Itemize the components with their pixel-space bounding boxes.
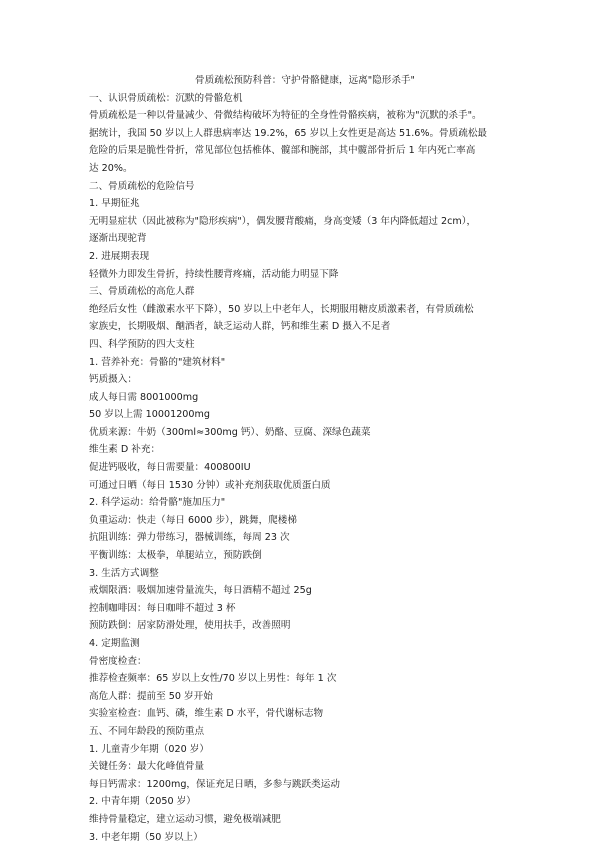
text-line: 平衡训练：太极拳，单腿站立，预防跌倒 (89, 550, 262, 562)
text-line: 逐渐出现驼背 (89, 233, 147, 245)
text-line: 实验室检查：血钙、磷，维生素 D 水平，骨代谢标志物 (89, 708, 324, 720)
document-body (89, 90, 521, 846)
text-line: 骨质疏松是一种以骨量减少、骨微结构破坏为特征的全身性骨骼疾病，被称为"沉默的杀手"。 (89, 110, 482, 122)
text-line: 戒烟限酒：吸烟加速骨量流失，每日酒精不超过 25g (89, 585, 312, 597)
text-line: 三、骨质疏松的高危人群 (89, 286, 195, 298)
text-line: 促进钙吸收，每日需要量：400800IU (89, 462, 251, 474)
text-line: 二、骨质疏松的危险信号 (89, 180, 195, 192)
text-line: 50 岁以上需 10001200mg (89, 409, 210, 421)
text-line: 抗阻训练：弹力带练习，器械训练，每周 23 次 (89, 532, 290, 544)
text-line: 维生素 D 补充： (89, 444, 161, 456)
text-line: 家族史，长期吸烟、酗酒者，缺乏运动人群，钙和维生素 D 摄入不足者 (89, 321, 391, 333)
text-line: 一、认识骨质疏松：沉默的骨骼危机 (89, 92, 243, 104)
text-line: 1. 营养补充：骨骼的"建筑材料" (89, 356, 226, 368)
text-line: 3. 生活方式调整 (89, 567, 159, 579)
text-line: 关键任务：最大化峰值骨量 (89, 761, 205, 773)
text-line: 1. 儿童青少年期（020 岁） (89, 743, 209, 755)
text-line: 1. 早期征兆 (89, 198, 140, 210)
text-line: 每日钙需求：1200mg，保证充足日晒，多参与跳跃类运动 (89, 778, 340, 790)
text-line: 钙质摄入： (89, 374, 137, 386)
text-line: 4. 定期监测 (89, 638, 140, 649)
text-line: 五、不同年龄段的预防重点 (89, 725, 205, 737)
text-line: 可通过日晒（每日 1530 分钟）或补充剂获取优质蛋白质 (89, 479, 331, 491)
text-line: 轻微外力即发生骨折，持续性腰背疼痛，活动能力明显下降 (89, 268, 339, 280)
text-line: 骨密度检查： (89, 655, 147, 667)
text-line: 成人每日需 8001000mg (89, 391, 199, 403)
text-line: 负重运动：快走（每日 6000 步），跳舞，爬楼梯 (89, 514, 297, 526)
text-line: 无明显症状（因此被称为"隐形疾病"），偶发腰背酸痛，身高变矮（3 年内降低超过 2cm）， (89, 215, 477, 227)
text-line: 四、科学预防的四大支柱 (89, 338, 195, 350)
text-line: 2. 中青年期（2050 岁） (89, 796, 196, 808)
text-line: 维持骨量稳定，建立运动习惯，避免极端减肥 (89, 813, 281, 825)
text-line: 高危人群：提前至 50 岁开始 (89, 690, 213, 702)
text-line: 3. 中老年期（50 岁以上） (89, 831, 203, 843)
text-line: 2. 进展期表现 (89, 250, 150, 262)
text-line: 2. 科学运动：给骨骼"施加压力" (89, 497, 226, 509)
text-line: 预防跌倒：居家防滑处理，使用扶手，改善照明 (89, 620, 291, 632)
document-title: 骨质疏松预防科普：守护骨骼健康，远离"隐形杀手" (195, 75, 415, 86)
document-page (89, 72, 521, 846)
text-line: 绝经后女性（雌激素水平下降），50 岁以上中老年人，长期服用糖皮质激素者，有骨质疏松 (89, 303, 474, 315)
text-line: 优质来源：牛奶（300ml≈300mg 钙）、奶酪、豆腐、深绿色蔬菜 (89, 426, 371, 438)
text-line: 危险的后果是脆性骨折，常见部位包括椎体、髋部和腕部，其中髋部骨折后 1 年内死亡率高 (89, 145, 476, 157)
text-line: 达 20%。 (89, 162, 133, 174)
text-line: 推荐检查频率：65 岁以上女性/70 岁以上男性：每年 1 次 (89, 673, 337, 685)
text-line: 据统计，我国 50 岁以上人群患病率达 19.2%，65 岁以上女性更是高达 51.6%。骨质疏松最 (89, 127, 488, 139)
text-line: 控制咖啡因：每日咖啡不超过 3 杯 (89, 602, 236, 614)
